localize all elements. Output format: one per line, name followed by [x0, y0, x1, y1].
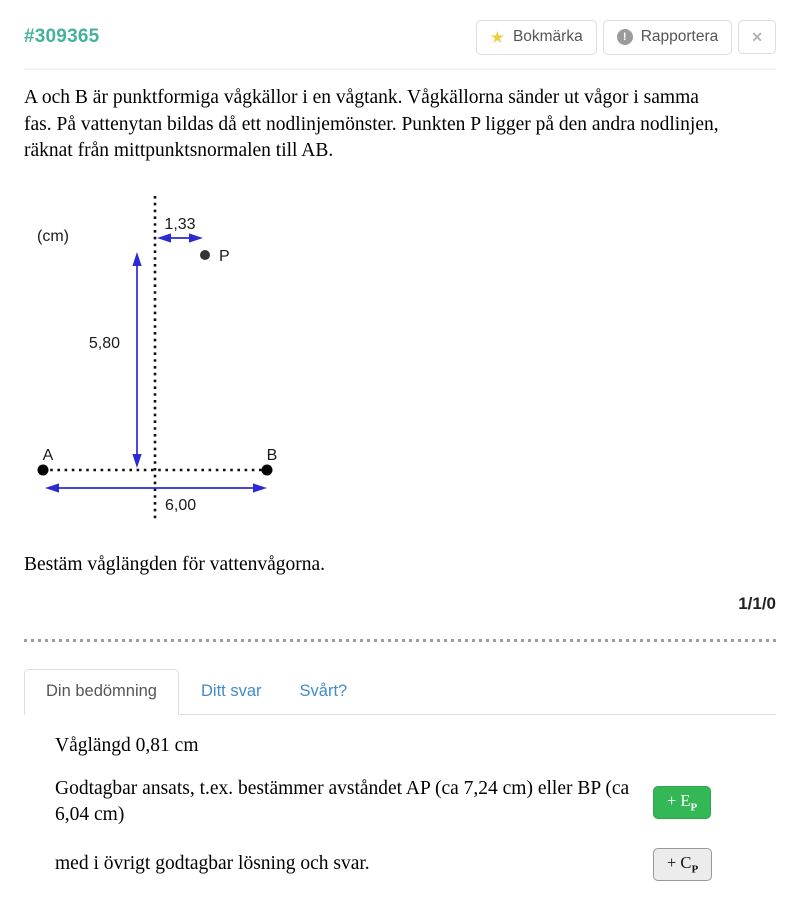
answer-text: Våglängd 0,81 cm	[55, 735, 199, 757]
point-p-label: P	[219, 248, 230, 266]
star-icon: ★	[489, 27, 505, 47]
score-indicator: 1/1/0	[738, 594, 776, 614]
assessment-criterion-text: med i övrigt godtagbar lösning och svar.	[55, 853, 370, 875]
tab-svart[interactable]: Svårt?	[299, 682, 348, 701]
question-header	[24, 20, 776, 55]
report-label: Rapportera	[640, 28, 719, 45]
point-a-label: A	[42, 447, 54, 465]
question-id: #309365	[24, 26, 100, 48]
bookmark-label: Bokmärka	[512, 28, 583, 45]
close-icon: ✕	[751, 29, 763, 46]
bookmark-button[interactable]	[476, 20, 597, 55]
badge-plus-ep[interactable]	[653, 786, 711, 819]
tab-bar	[24, 669, 776, 715]
diagram-canvas	[24, 191, 424, 526]
tab-ditt-svar[interactable]: Ditt svar	[201, 682, 262, 701]
dim-bottom-label: 6,00	[165, 497, 197, 515]
dotted-divider	[24, 639, 776, 642]
vertical-dimension-arrow	[132, 252, 141, 468]
point-a-dot	[38, 465, 49, 476]
assessment-panel	[24, 715, 776, 881]
badge-sub-label: P	[691, 863, 699, 876]
assessment-row-c	[55, 848, 776, 881]
dim-left-label: 5,80	[88, 335, 120, 353]
tab-din-bedomning[interactable]: Din bedömning	[24, 669, 179, 715]
bottom-dimension-arrow	[45, 484, 267, 493]
badge-plus-cp[interactable]	[653, 848, 712, 881]
header-actions	[476, 20, 776, 55]
report-icon: !	[617, 29, 633, 45]
problem-text: A och B är punktformiga vågkällor i en vågtank. Vågkällorna sänder ut vågor i samma fas. På vattenytan bildas då ett nodlinjemönster. Punkten P ligger på den andra nodlinjen, räknat från mittpunktsnormalen till AB.	[24, 86, 719, 162]
badge-label: + C	[667, 852, 692, 872]
report-button[interactable]	[603, 20, 733, 55]
dim-top-label: 1,33	[164, 216, 196, 234]
header-divider	[24, 68, 776, 70]
point-b-label: B	[266, 447, 278, 465]
top-dimension-arrow	[157, 234, 203, 243]
point-b-dot	[262, 465, 273, 476]
question-text: Bestäm våglängden för vattenvågorna.	[24, 554, 326, 576]
close-button[interactable]	[738, 20, 776, 54]
badge-label: + E	[667, 790, 691, 810]
badge-sub-label: P	[690, 800, 698, 813]
wave-interference-diagram	[24, 191, 776, 526]
point-p-dot	[200, 250, 210, 260]
unit-label: (cm)	[37, 228, 69, 246]
assessment-row-e	[55, 776, 776, 829]
assessment-criterion-text: Godtagbar ansats, t.ex. bestämmer avståndet AP (ca 7,24 cm) eller BP (ca 6,04 cm)	[55, 778, 630, 826]
